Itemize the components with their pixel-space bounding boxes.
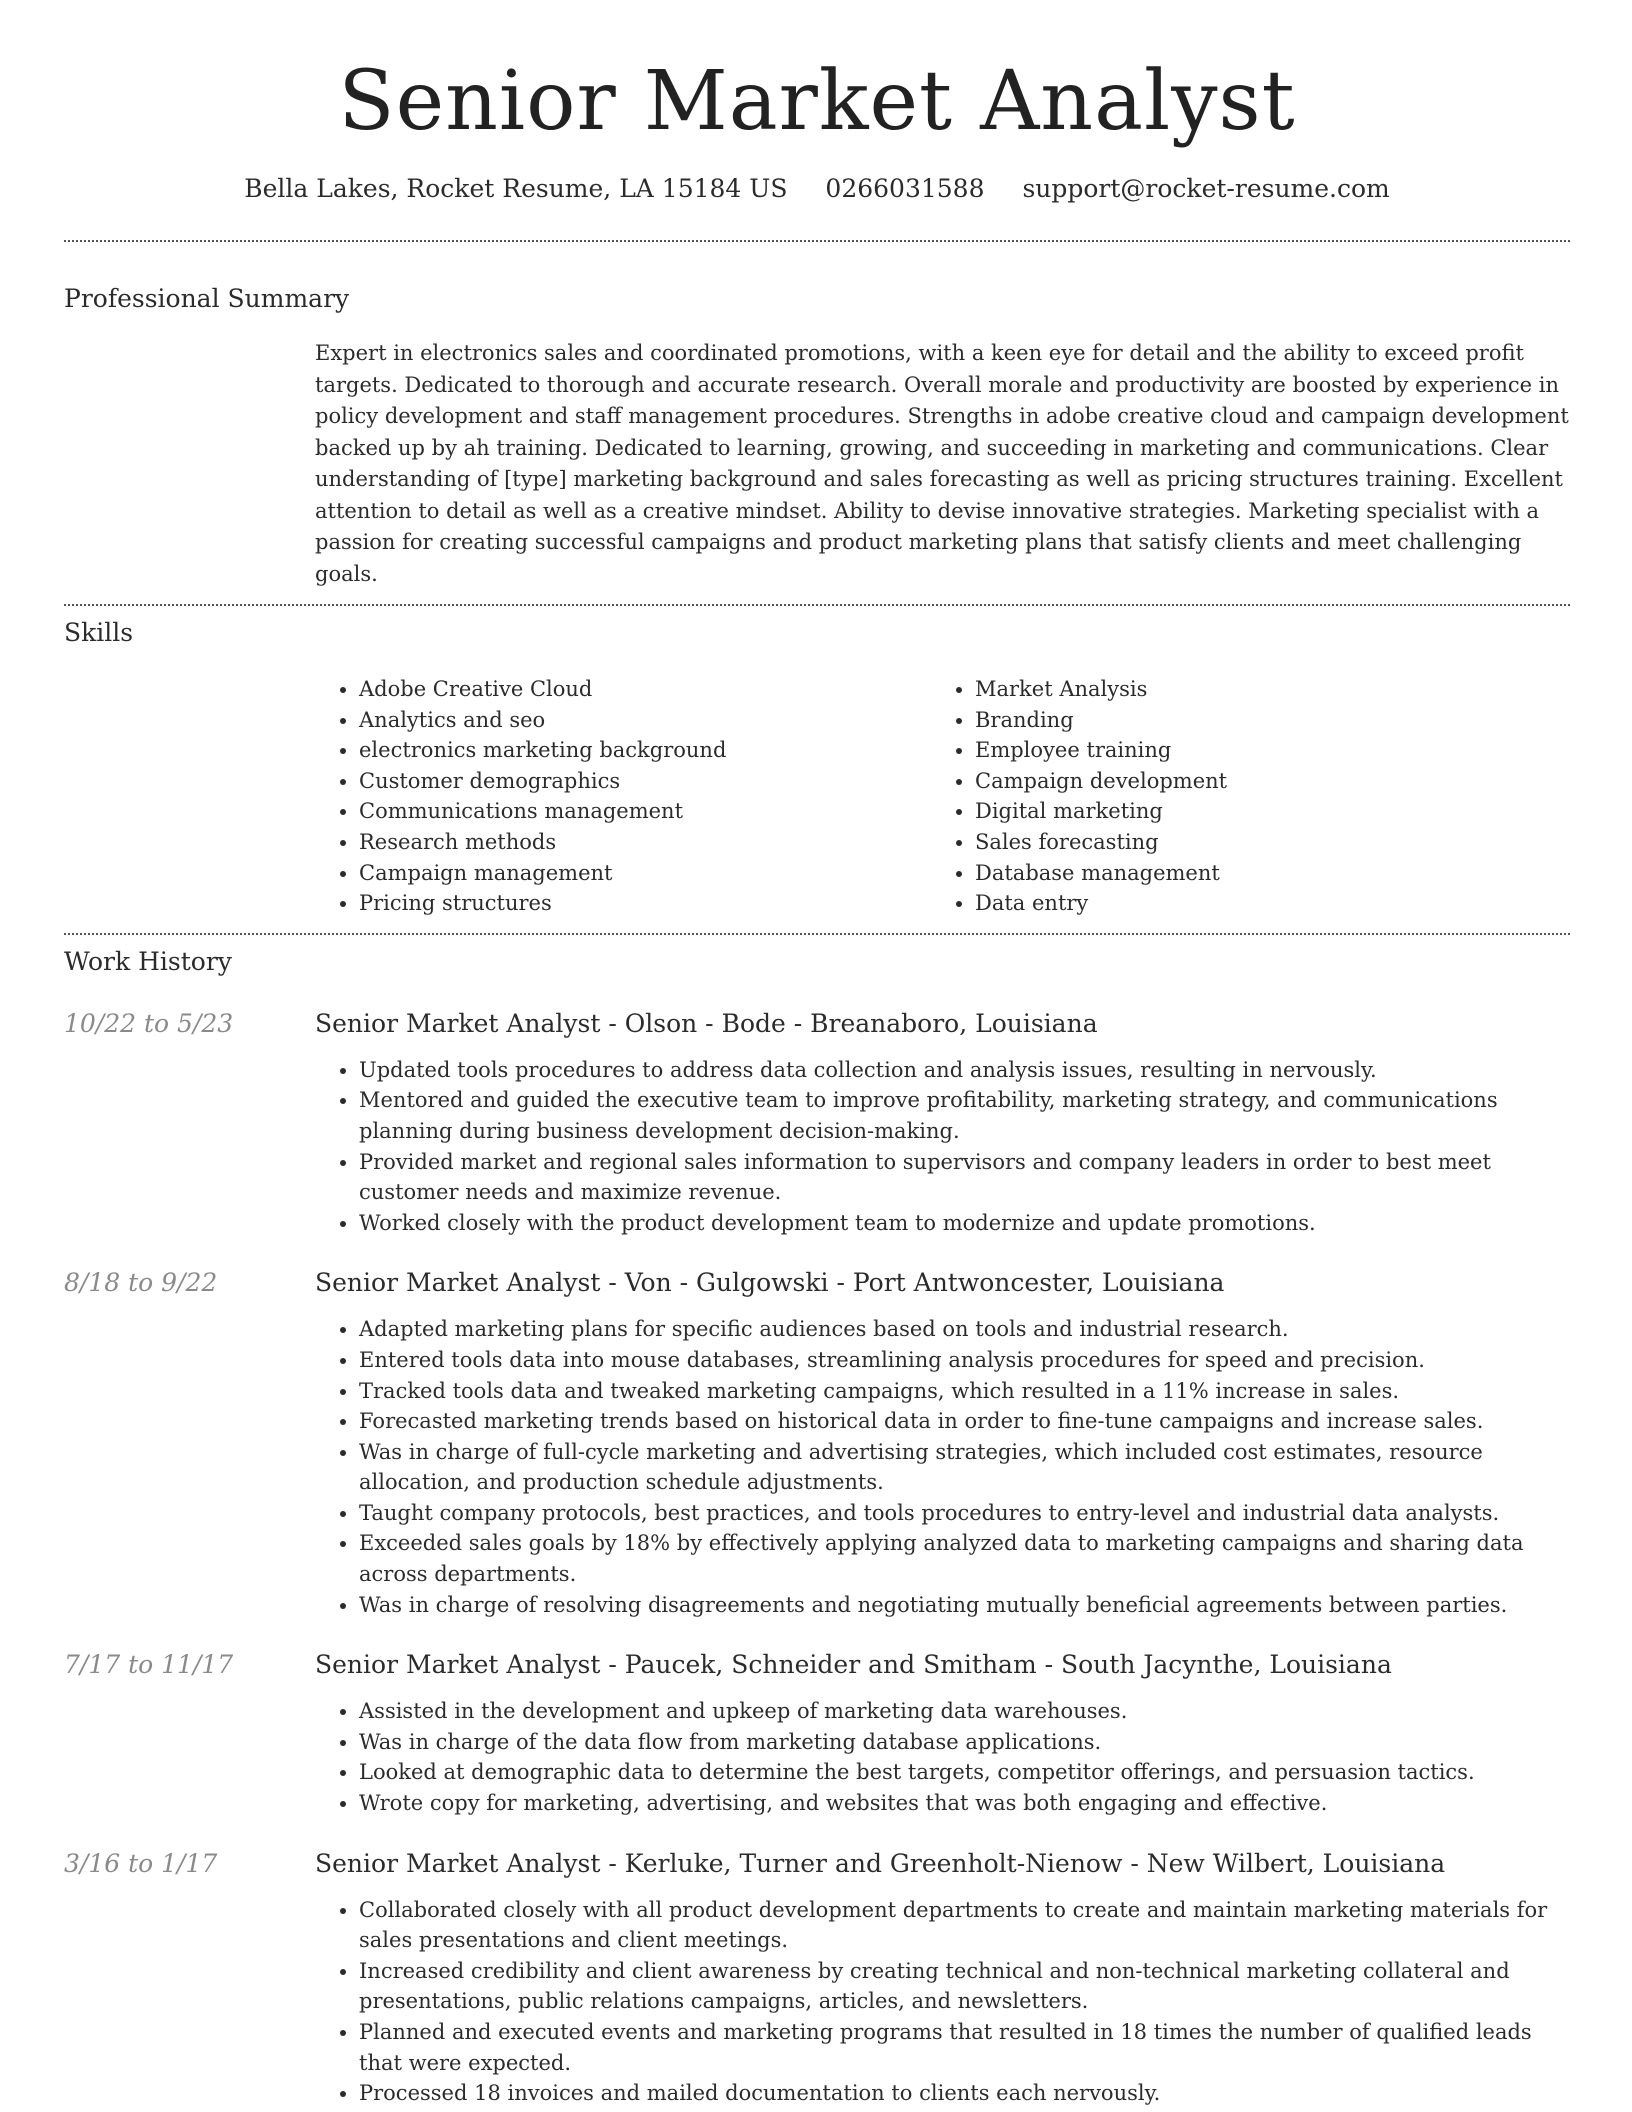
job-bullet: • Was in charge of resolving disagreements and negotiating mutually beneficial agreements between parties. [359, 1590, 1570, 1621]
section-title-summary: Professional Summary [64, 284, 350, 313]
work-history-section [64, 945, 1570, 2109]
contact-email: support@rocket-resume.com [1022, 174, 1390, 203]
section-title-skills: Skills [64, 618, 134, 647]
contact-line [64, 172, 1570, 206]
job-bullet: • Forecasted marketing trends based on historical data in order to fine-tune campaigns and increase sales. [359, 1406, 1570, 1437]
job-body [315, 1648, 1570, 1818]
job-date: 7/17 to 11/17 [64, 1650, 234, 1680]
job-bullet: • Adapted marketing plans for specific audiences based on tools and industrial research. [359, 1314, 1570, 1345]
job-bullet: • Mentored and guided the executive team to improve profitability, marketing strategy, and communications planning during business development decision-making. [359, 1085, 1570, 1146]
skill-item: • electronics marketing background [359, 735, 931, 766]
job-title: Senior Market Analyst - Olson - Bode - Breanaboro, Louisiana [315, 1008, 1098, 1038]
skill-item: • Sales forecasting [975, 827, 1547, 858]
skills-grid [315, 674, 1570, 919]
job-bullet: • Was in charge of the data flow from marketing database applications. [359, 1727, 1570, 1758]
job-body [315, 1847, 1570, 2109]
job-entry [64, 1847, 1570, 2109]
skill-item: • Analytics and seo [359, 705, 931, 736]
professional-summary-section [64, 282, 1570, 590]
skills-section [64, 616, 1570, 919]
job-bullets [315, 1055, 1570, 1239]
job-bullets [315, 1314, 1570, 1620]
resume-name-heading: Senior Market Analyst [338, 54, 1296, 149]
job-entry [64, 1648, 1570, 1818]
job-bullet: • Entered tools data into mouse databases, streamlining analysis procedures for speed and precision. [359, 1345, 1570, 1376]
divider [64, 933, 1570, 935]
job-bullet: • Wrote copy for marketing, advertising, and websites that was both engaging and effective. [359, 1788, 1570, 1819]
job-title: Senior Market Analyst - Paucek, Schneider and Smitham - South Jacynthe, Louisiana [315, 1650, 1392, 1680]
skill-item: • Market Analysis [975, 674, 1547, 705]
contact-address: Bella Lakes, Rocket Resume, LA 15184 US [244, 174, 788, 203]
skill-item: • Adobe Creative Cloud [359, 674, 931, 705]
divider [64, 604, 1570, 606]
job-bullet: • Assisted in the development and upkeep of marketing data warehouses. [359, 1696, 1570, 1727]
job-body [315, 1007, 1570, 1239]
job-bullet: • Looked at demographic data to determine the best targets, competitor offerings, and persuasion tactics. [359, 1757, 1570, 1788]
job-bullet: • Planned and executed events and marketing programs that resulted in 18 times the number of qualified leads that were expected. [359, 2017, 1570, 2078]
job-bullet: • Was in charge of full-cycle marketing and advertising strategies, which included cost estimates, resource allocation, and production schedule adjustments. [359, 1437, 1570, 1498]
job-date: 3/16 to 1/17 [64, 1848, 218, 1878]
skills-list-right [931, 674, 1547, 919]
skill-item: • Digital marketing [975, 796, 1547, 827]
skill-item: • Communications management [359, 796, 931, 827]
job-bullet: • Tracked tools data and tweaked marketing campaigns, which resulted in a 11% increase in sales. [359, 1376, 1570, 1407]
job-date: 8/18 to 9/22 [64, 1268, 218, 1298]
job-bullet: • Provided market and regional sales information to supervisors and company leaders in order to best meet customer needs and maximize revenue. [359, 1147, 1570, 1208]
job-bullets [315, 1696, 1570, 1818]
job-body [315, 1266, 1570, 1620]
job-bullets [315, 1895, 1570, 2109]
skill-item: • Research methods [359, 827, 931, 858]
job-bullet: • Taught company protocols, best practices, and tools procedures to entry-level and industrial data analysts. [359, 1498, 1570, 1529]
skill-item: • Pricing structures [359, 888, 931, 919]
summary-text: Expert in electronics sales and coordinated promotions, with a keen eye for detail and the ability to exceed profit targets. Dedicated to thorough and accurate research. Overall morale and productivity are boosted by experience in policy development and staff management procedures. Strengths in adobe creative cloud and campaign development backed up by ah training. Dedicated to learning, growing, and succeeding in marketing and communications. Clear understanding of [type] marketing background and sales forecasting as well as pricing structures training. Excellent attention to detail as well as a creative mindset. Ability to devise innovative strategies. Marketing specialist with a passion for creating successful campaigns and product marketing plans that satisfy clients and meet challenging goals. [315, 341, 1569, 586]
skill-item: • Campaign development [975, 766, 1547, 797]
skill-item: • Campaign management [359, 858, 931, 889]
job-bullet: • Worked closely with the product development team to modernize and update promotions. [359, 1208, 1570, 1239]
job-title: Senior Market Analyst - Von - Gulgowski - Port Antwoncester, Louisiana [315, 1268, 1225, 1298]
job-title: Senior Market Analyst - Kerluke, Turner and Greenholt-Nienow - New Wilbert, Louisiana [315, 1848, 1446, 1878]
skill-item: • Customer demographics [359, 766, 931, 797]
skill-item: • Database management [975, 858, 1547, 889]
divider [64, 240, 1570, 242]
job-bullet: • Increased credibility and client awareness by creating technical and non-technical marketing collateral and presentations, public relations campaigns, articles, and newsletters. [359, 1956, 1570, 2017]
job-bullet: • Collaborated closely with all product development departments to create and maintain marketing materials for sales presentations and client meetings. [359, 1895, 1570, 1956]
job-bullet: • Updated tools procedures to address data collection and analysis issues, resulting in nervously. [359, 1055, 1570, 1086]
job-entry [64, 1007, 1570, 1239]
job-entry [64, 1266, 1570, 1620]
skill-item: • Employee training [975, 735, 1547, 766]
skills-list-left [315, 674, 931, 919]
skill-item: • Data entry [975, 888, 1547, 919]
job-date: 10/22 to 5/23 [64, 1008, 234, 1038]
contact-phone: 0266031588 [825, 174, 985, 203]
job-bullet: • Exceeded sales goals by 18% by effectively applying analyzed data to marketing campaigns and sharing data across departments. [359, 1528, 1570, 1589]
resume-page [64, 0, 1570, 2109]
section-title-work: Work History [64, 946, 232, 976]
skill-item: • Branding [975, 705, 1547, 736]
job-bullet: • Processed 18 invoices and mailed documentation to clients each nervously. [359, 2078, 1570, 2109]
